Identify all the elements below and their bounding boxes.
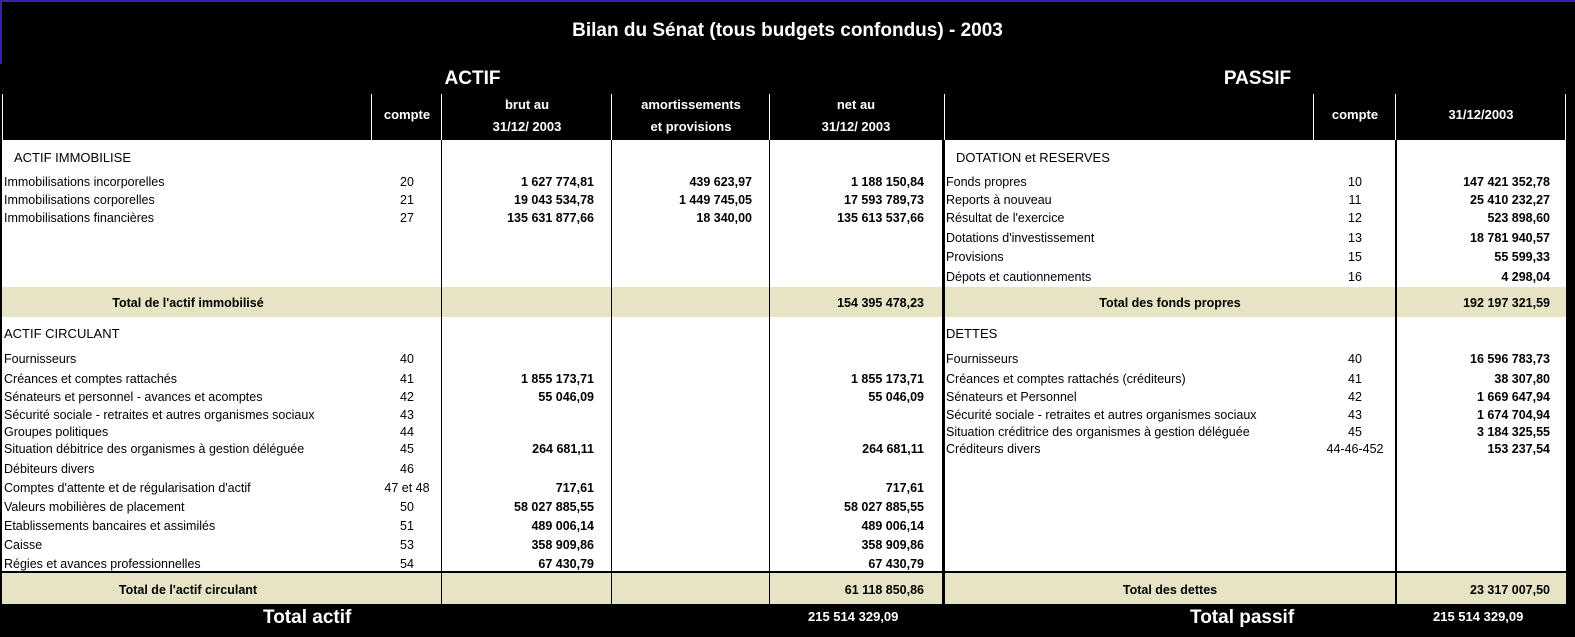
- total-dettes-value: 23 317 007,50: [1470, 583, 1550, 597]
- total-dettes-label: Total des dettes: [1122, 583, 1218, 597]
- total-actif-value: 215 514 329,09: [808, 609, 899, 624]
- actif-table: compte brut au 31/12/ 2003 amortissements et provisions net au 31/12/ 2003 ACTIF IMMOBILISE Immobilisations incorporelles 20 1 627 774,81 439 623,97 1 188 150,84 Immobilisations corporelles 21 19 043 534,78 1 449 745,05 17 593 789,73 Immobilisations financières 27 135 631 877,66 18 340,00 135 613 537,66 Total de l'actif immobilisé 154 395 478,23 ACTIF CIRCULANT Fournisseurs 40 Créances et comptes rattachés 41 1 855 173,71 1 855 173,71 Sénateurs et personnel - avances et acomptes 42 55 046,09 55 046,09 Sécurité sociale - retraites et autres organismes sociaux 43 Groupes politiques 44 Situation débitrice des organismes à gestion déléguée 45 264 681,11 264 681,11 Débiteurs divers 46 Comptes d'attente et de régularisation d'actif 47 et 48 717,61 717,61 Valeurs mobilières de placement 50 58 027 885,55 58 027 885,55 Etablissements bancaires et assimilés 51 489 006,14 489 006,14 Caisse 53 358 909,86 358 909,86 Régies et avances professionnelles 54 67 430,79 67 430,79 Total de l'actif circulant 61 118 850,86: [2, 94, 942, 604]
- passif-header-date: 31/12/2003: [1448, 107, 1514, 122]
- total-actif-label: Total actif: [263, 607, 352, 628]
- section-actif-circulant: ACTIF CIRCULANT: [4, 326, 120, 341]
- page-title: Bilan du Sénat (tous budgets confondus) - 2003: [572, 20, 1003, 41]
- actif-header-brut: brut au 31/12/ 2003: [492, 97, 562, 134]
- section-actif-immobilise: ACTIF IMMOBILISE: [14, 150, 132, 165]
- total-actif-immobilise-value: 154 395 478,23: [837, 296, 924, 310]
- total-passif-label: Total passif: [1190, 607, 1295, 628]
- passif-table: compte 31/12/2003 DOTATION et RESERVES Fonds propres 10 147 421 352,78 Reports à nouveau 11 25 410 232,27 Résultat de l'exercice 12 523 898,60 Dotations d'investissement 13 18 781 940,57 Provisions 15 55 599,33 Dépots et cautionnements 16 4 298,04 Total des fonds propres 192 197 321,59 DETTES Fournisseurs 40 16 596 783,73 Créances et comptes rattachés (créditeurs) 41 38 307,80 Sénateurs et Personnel 42 1 669 647,94 Sécurité sociale - retraites et autres organismes sociaux 43 1 674 704,94 Situation créditrice des organismes à gestion déléguée 45 3 184 325,55 Créditeurs divers 44-46-452 153 237,54 Total des dettes 23 317 007,50: [944, 94, 1566, 604]
- actif-heading: ACTIF: [444, 68, 501, 89]
- total-fonds-propres-label: Total des fonds propres: [1099, 296, 1241, 310]
- passif-heading: PASSIF: [1223, 68, 1292, 89]
- total-fonds-propres-value: 192 197 321,59: [1463, 296, 1550, 310]
- table-row: Immobilisations financières 27 135 631 877,66 18 340,00 135 613 537,66: [4, 211, 924, 225]
- actif-header-net: net au 31/12/ 2003: [821, 97, 891, 134]
- section-dotation-reserves: DOTATION et RESERVES: [956, 150, 1110, 165]
- total-actif-circulant-value: 61 118 850,86: [844, 583, 924, 597]
- table-row: Immobilisations corporelles 21 19 043 534,78 1 449 745,05 17 593 789,73: [4, 193, 924, 207]
- passif-header-compte: compte: [1331, 107, 1379, 122]
- section-dettes: DETTES: [946, 326, 998, 341]
- actif-header-compte: compte: [383, 107, 431, 122]
- table-row: Immobilisations incorporelles 20 1 627 774,81 439 623,97 1 188 150,84: [4, 175, 924, 189]
- total-actif-circulant-label: Total de l'actif circulant: [118, 583, 258, 597]
- total-actif-immobilise-label: Total de l'actif immobilisé: [112, 296, 264, 310]
- actif-header-amort: amortissements et provisions: [641, 97, 741, 134]
- total-passif-value: 215 514 329,09: [1433, 609, 1524, 624]
